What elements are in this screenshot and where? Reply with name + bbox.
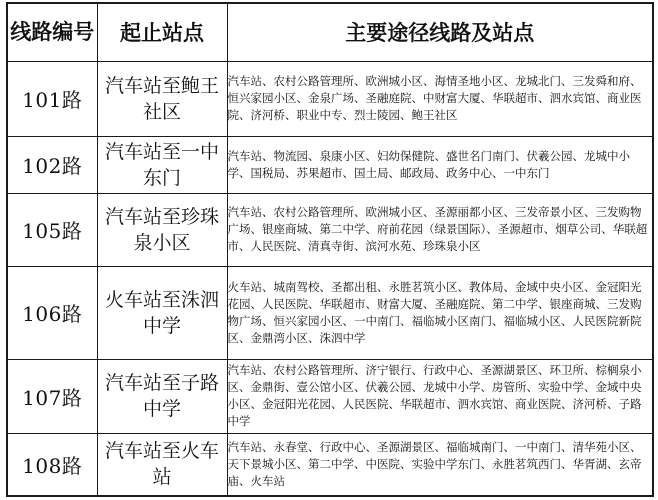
- route-terminals: 汽车站至一中东门: [97, 136, 227, 193]
- route-stops: 汽车站、永春堂、行政中心、圣源湖景区、福临城南门、一中南门、清华苑小区、天下景城小区、第二中学、中医院、实验中学东门、永胜茗筑西门、华胥湖、玄帝庙、火车站: [227, 433, 653, 496]
- route-stops: 汽车站、农村公路管理所、济宁银行、行政中心、圣源湖景区、环卫所、棕榈泉小区、金鼎街、壹公馆小区、伏羲公园、龙城中小学、房管所、实验中学、金域中央小区、金冠阳光花园、人民医院、华联超市、泗水宾馆、商业医院、济河桥、子路中学: [227, 359, 653, 433]
- route-stops: 汽车站、农村公路管理所、欧洲城小区、圣源丽都小区、三发帝景小区、三发购物广场、银座商城、第二中学、府前花园（绿景国际）、圣源超市、烟草公司、华联超市、人民医院、清真寺街、滨河水苑、珍珠泉小区: [227, 193, 653, 266]
- route-terminals: 火车站至洙泗中学: [97, 266, 227, 359]
- route-terminals: 汽车站至子路中学: [97, 359, 227, 433]
- table-header-row: [7, 3, 653, 61]
- header-route-code: 线路编号: [7, 3, 97, 61]
- table-row: [7, 136, 653, 193]
- route-stops: 火车站、城南驾校、圣都出租、永胜茗筑小区、教体局、金域中央小区、金冠阳光花园、人民医院、华联超市、财富大厦、圣融庭院、第二中学、银座商城、三发购物广场、恒兴家园小区、一中南门、福临城小区南门、福临城小区、人民医院新院区、金鼎湾小区、洙泗中学: [227, 266, 653, 359]
- table-row: [7, 359, 653, 433]
- route-code: 108路: [7, 433, 97, 496]
- route-code: 107路: [7, 359, 97, 433]
- route-code: 106路: [7, 266, 97, 359]
- bus-route-table: [6, 2, 654, 497]
- route-stops: 汽车站、农村公路管理所、欧洲城小区、海情圣地小区、龙城北门、三发舜和府、恒兴家园小区、金泉广场、圣融庭院、中财富大厦、华联超市、泗水宾馆、商业医院、济河桥、职业中专、烈士陵园、鲍王社区: [227, 61, 653, 136]
- route-code: 101路: [7, 61, 97, 136]
- header-stops: 主要途径线路及站点: [227, 3, 653, 61]
- table-row: [7, 61, 653, 136]
- table-row: [7, 193, 653, 266]
- route-stops: 汽车站、物流园、泉康小区、妇幼保健院、盛世名门南门、伏羲公园、龙城中小学、国税局、苏果超市、国土局、邮政局、政务中心、一中东门: [227, 136, 653, 193]
- route-code: 105路: [7, 193, 97, 266]
- route-code: 102路: [7, 136, 97, 193]
- route-terminals: 汽车站至鲍王社区: [97, 61, 227, 136]
- table-row: [7, 433, 653, 496]
- route-terminals: 汽车站至珍珠泉小区: [97, 193, 227, 266]
- table-row: [7, 266, 653, 359]
- route-terminals: 汽车站至火车站: [97, 433, 227, 496]
- header-terminals: 起止站点: [97, 3, 227, 61]
